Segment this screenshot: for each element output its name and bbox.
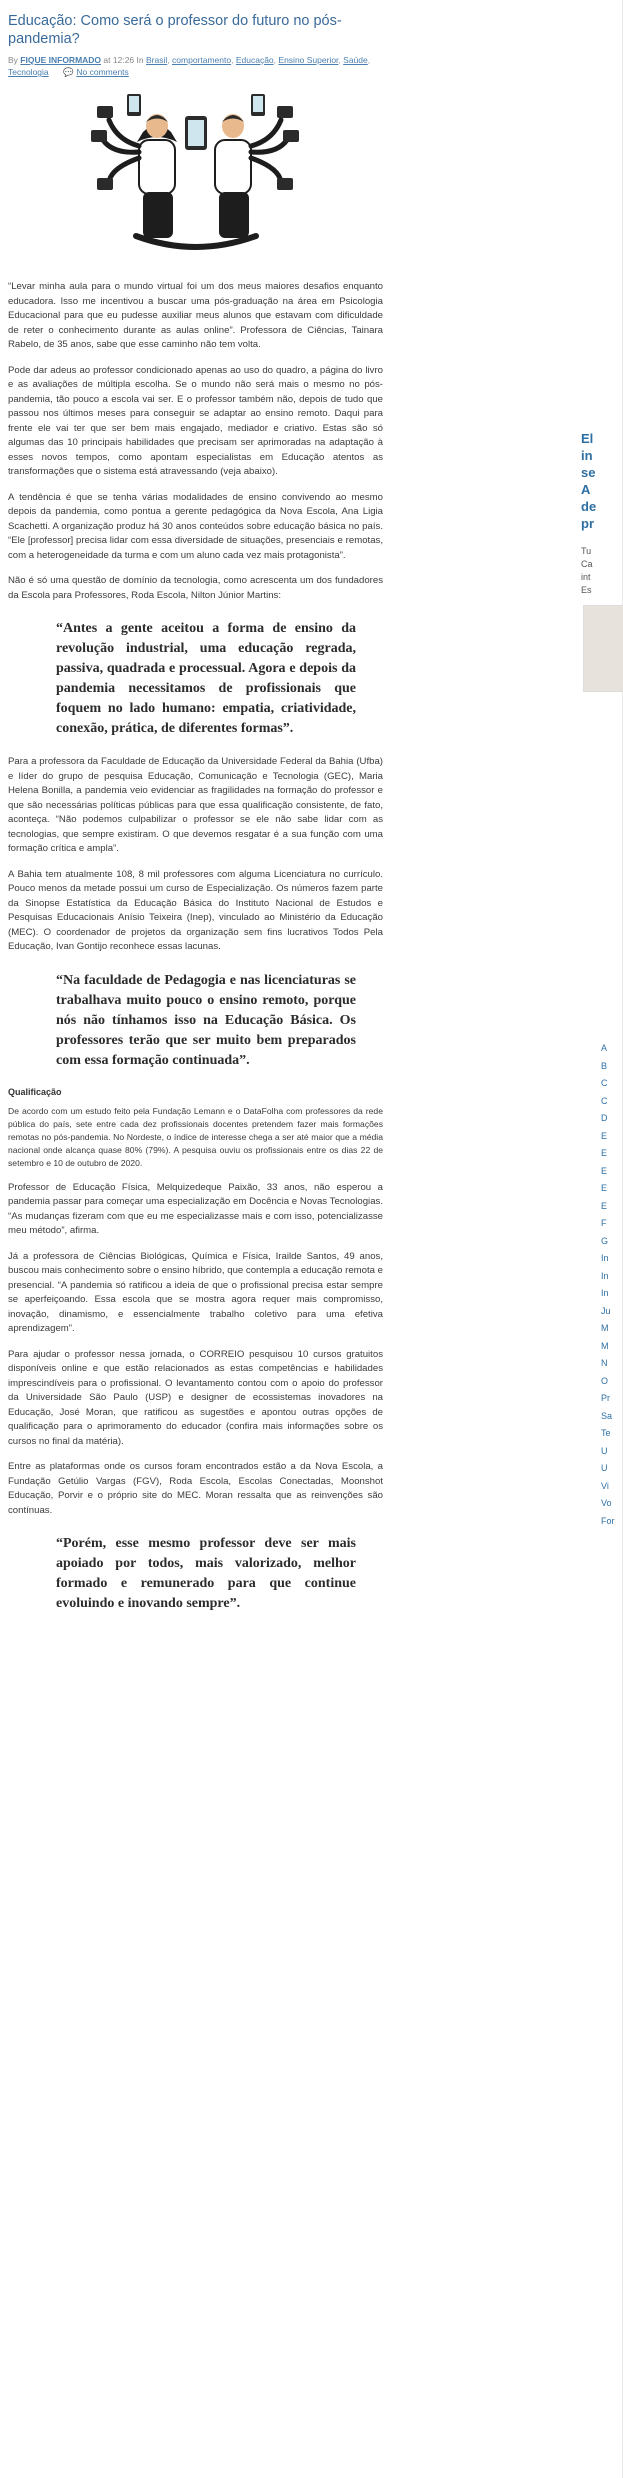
rail-title-line: A bbox=[581, 482, 591, 497]
meta-at-label: at bbox=[103, 55, 111, 65]
rail-category-item[interactable]: B bbox=[601, 1060, 608, 1071]
rail-category-item[interactable]: Sa bbox=[601, 1410, 613, 1421]
rail-category-item[interactable]: U bbox=[601, 1463, 608, 1473]
meta-category-saude[interactable]: Saúde bbox=[343, 55, 368, 65]
paragraph: Professor de Educação Física, Melquizedeque Paixão, 33 anos, não esperou a pandemia passar para começar uma especialização em Docência e Novas Tecnologias. “As mudanças fizeram com que eu me especializasse mais e com isso, potencializasse meu método”, afirma. bbox=[8, 1181, 383, 1236]
section-heading-qualificacao: Qualificação bbox=[8, 1086, 62, 1097]
article-meta: By FIQUE INFORMADO at 12:26 In Brasil, comportamento, Educação, Ensino Superior, Saúde, Tecnologia 💬 No comments bbox=[8, 55, 371, 77]
paragraph: Entre as plataformas onde os cursos foram encontrados estão a da Nova Escola, a Fundação Getúlio Vargas (FGV), Roda Escola, Escolas Conectadas, Moonshot Educação, Porvir e o próprio site do MEC. Moran ressalta que as reinvenções são contínuas. bbox=[8, 1461, 383, 1516]
rail-text-line: Ca bbox=[581, 559, 593, 569]
rail-promo-text bbox=[581, 545, 623, 597]
rail-category-item[interactable]: U bbox=[601, 1445, 608, 1456]
meta-category-brasil[interactable]: Brasil bbox=[146, 55, 168, 65]
meta-category-educacao[interactable]: Educação bbox=[235, 55, 274, 65]
rail-title-line: se bbox=[581, 465, 596, 480]
paragraph: Para ajudar o professor nessa jornada, o CORREIO pesquisou 10 cursos gratuitos disponíveis online e que estão relacionados as estas competências e habilidades imprescindíveis para o profissional. O levantamento contou com o apoio do professor da Universidade São Paulo (USP) e designer de ecossistemas inovadores na Educação, José Moran, que ratificou as sugestões e apontou outras opções de qualificação para o aprimoramento do educador (confira mais informações sobre os cursos no final da matéria). bbox=[8, 1348, 383, 1447]
meta-comments-link[interactable]: No comments bbox=[76, 67, 129, 77]
rail-title-line: El bbox=[581, 431, 594, 446]
article-container bbox=[0, 0, 383, 1614]
pull-quote-3: “Porém, esse mesmo professor deve ser mais apoiado por todos, mais valorizado, melhor formado e remunerado para que continue evoluindo e inovando sempre”. bbox=[56, 1536, 356, 1611]
meta-category-ensino-superior[interactable]: Ensino Superior bbox=[278, 55, 339, 65]
rail-category-item[interactable]: Pr bbox=[601, 1393, 610, 1403]
page-title: Educação: Como será o professor do futuro no pós-pandemia? bbox=[8, 13, 342, 47]
meta-time: 12:26 bbox=[112, 55, 135, 65]
rail-category-item[interactable]: For bbox=[601, 1515, 615, 1526]
meta-category-tecnologia[interactable]: Tecnologia bbox=[8, 67, 49, 77]
paragraph: Para a professora da Faculdade de Educação da Universidade Federal da Bahia (Ufba) e líder do grupo de pesquisa Educação, Comunicação e Tecnologia (GEC), Maria Helena Bonilla, a pandemia veio evidenciar as fragilidades na formação do professor e que são necessárias políticas públicas para que essa qualificação consistente, de fato, aconteça. “Não podemos culpabilizar o professor se ele não sabe lidar com as tecnologias, que sempre existiram. O que devemos resgatar é a sua função com uma formação crítica e ampla”. bbox=[8, 756, 383, 854]
rail-category-item[interactable]: O bbox=[601, 1375, 609, 1386]
rail-category-item[interactable]: M bbox=[601, 1323, 609, 1333]
rail-text-line: Tu bbox=[581, 546, 592, 556]
meta-author-link[interactable]: FIQUE INFORMADO bbox=[20, 55, 102, 65]
pull-quote-2: “Na faculdade de Pedagogia e nas licenciaturas se trabalhava muito pouco o ensino remoto, porque nós não tínhamos isso na Educação Básica. Os professores terão que ser muito bem preparados com essa formação continuada”. bbox=[56, 972, 356, 1068]
rail-category-item[interactable]: Vi bbox=[601, 1480, 609, 1491]
pull-quote-1: “Antes a gente aceitou a forma de ensino da revolução industrial, uma educação regrada, passiva, quadrada e processual. Agora e depois da pandemia necessitamos de profissionais que foquem no lado humano: empatia, criatividade, conexão, prática, de diferentes formas”. bbox=[56, 621, 356, 736]
paragraph: Não é só uma questão de domínio da tecnologia, como acrescenta um dos fundadores da Escola para Professores, Roda Escola, Nilton Júnior Martins: bbox=[8, 575, 383, 601]
paragraph: A Bahia tem atualmente 108, 8 mil professores com alguma Licenciatura no currículo. Pouco menos da metade possui um curso de Especialização. Os números fazem parte da Sinopse Estatística da Educação Básica do Instituto Nacional de Estudos e Pesquisas Educacionais Anísio Teixeira (Inep), vinculado ao Ministério da Educação (MEC). O coordenador de projetos da organização sem fins lucrativos Todos Pela Educação, Ivan Gontijo reconhece essas lacunas. bbox=[8, 868, 383, 952]
rail-category-item[interactable]: D bbox=[601, 1113, 608, 1123]
paragraph: “Levar minha aula para o mundo virtual foi um dos meus maiores desafios enquanto educadora. Isso me incentivou a buscar uma pós-graduação na área em Psicologia Educacional para que eu pudesse auxiliar meus alunos que estavam com dificuldade de reter o conhecimento durante as aulas online”. Professora de Ciências, Tainara Rabelo, de 35 anos, sabe que esse caminho não tem volta. bbox=[8, 281, 383, 350]
rail-promo-title[interactable] bbox=[581, 430, 623, 532]
rail-category-item[interactable]: C bbox=[601, 1095, 608, 1106]
rail-category-item[interactable]: C bbox=[601, 1078, 608, 1088]
rail-category-item[interactable]: F bbox=[601, 1218, 607, 1228]
rail-category-item[interactable]: M bbox=[601, 1340, 609, 1351]
rail-category-item[interactable]: Vo bbox=[601, 1498, 612, 1508]
paragraph: Pode dar adeus ao professor condicionado apenas ao uso do quadro, a página do livro e as avaliações de múltipla escolha. Se o mundo não será mais o mesmo no pós-pandemia, tão pouco a escola vai ser. E o professor também não, depois de tudo que passou nos últimos meses para conseguir se adaptar ao ensino remoto. Daqui para frente ele vai ter que ser bem mais engajado, mediador e criativo. Estas são só algumas das 10 principais habilidades que precisam ser aprimoradas na adaptação à esses novos tempos, como apontam especialistas em Educação atentos as transformações que o sistema está atravessando (veja abaixo). bbox=[8, 364, 383, 477]
rail-text-line: Es bbox=[581, 585, 592, 595]
rail-category-item[interactable]: E bbox=[601, 1183, 608, 1193]
rail-category-item[interactable]: G bbox=[601, 1235, 609, 1246]
rail-title-line: de bbox=[581, 499, 597, 514]
rail-category-item[interactable]: N bbox=[601, 1358, 608, 1368]
rail-category-item[interactable]: E bbox=[601, 1130, 608, 1141]
rail-category-item[interactable]: E bbox=[601, 1165, 608, 1176]
comment-icon: 💬 bbox=[63, 67, 74, 77]
rail-title-line: in bbox=[581, 448, 593, 463]
rail-thumbnail[interactable] bbox=[583, 605, 623, 692]
rail-category-item[interactable]: A bbox=[601, 1043, 608, 1053]
rail-text-lines bbox=[581, 545, 623, 597]
sidebar-rail bbox=[393, 0, 623, 2478]
meta-in-label: In bbox=[136, 55, 144, 65]
teachers-illustration-svg bbox=[81, 86, 311, 266]
rail-category-item[interactable]: Te bbox=[601, 1428, 611, 1438]
rail-text-line: int bbox=[581, 572, 591, 582]
paragraph: A tendência é que se tenha várias modalidades de ensino convivendo ao mesmo depois da pandemia, como pontua a gerente pedagógica da Nova Escola, Ana Ligia Scachetti. A organização produz há 30 anos conteúdos sobre educação básica no país. “Ele [professor] precisa lidar com essa diversidade de situações, presenciais e remotas, com a heterogeneidade da turma e com um aluno cada vez mais protagonista”. bbox=[8, 491, 383, 561]
rail-category-item[interactable]: In bbox=[601, 1270, 609, 1281]
meta-by-label: By bbox=[8, 55, 18, 65]
rail-promo-title-lines bbox=[581, 430, 623, 532]
meta-category-comportamento[interactable]: comportamento bbox=[172, 55, 232, 65]
rail-category-item[interactable]: E bbox=[601, 1148, 608, 1158]
rail-category-item[interactable]: E bbox=[601, 1200, 608, 1211]
rail-category-list[interactable] bbox=[601, 1040, 623, 1530]
rail-category-item[interactable]: Ju bbox=[601, 1305, 611, 1316]
rail-category-item[interactable]: In bbox=[601, 1288, 609, 1298]
paragraph: Já a professora de Ciências Biológicas, Química e Física, Irailde Santos, 49 anos, buscou mais conhecimento sobre o ensino híbrido, que contempla a educação remota e presencial. “A pandemia só ratificou a ideia de que o profissional precisa estar sempre se aperfeiçoando. Essa escola que se mostra agora requer mais compromisso, inovação, dinamismo, e essencialmente trabalho coletivo para uma efetiva aprendizagem”. bbox=[8, 1250, 383, 1334]
rail-title-line: pr bbox=[581, 516, 594, 531]
hero-illustration bbox=[8, 86, 383, 266]
paragraph: De acordo com um estudo feito pela Fundação Lemann e o DataFolha com professores da rede pública do país, sete entre cada dez profissionais docentes pretendem fazer mais formações remotas no pós-pandemia. No Nordeste, o índice de interesse chega a ser até maior que a média nacional onde alcança quase 80% (79%). A pesquisa ouviu os profissionais entre os dias 22 de setembro e 10 de outubro de 2020. bbox=[8, 1105, 383, 1168]
rail-category-item[interactable]: In bbox=[601, 1253, 609, 1263]
